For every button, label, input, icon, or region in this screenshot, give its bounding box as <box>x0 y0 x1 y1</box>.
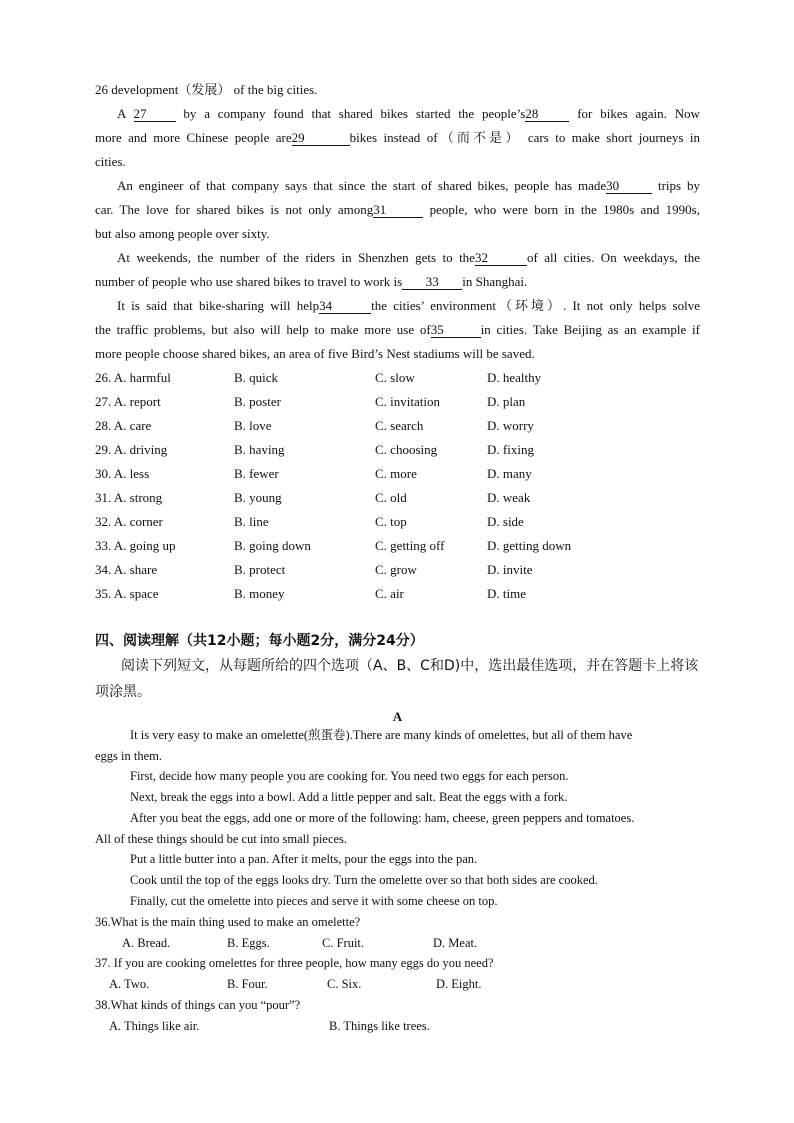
option-c[interactable]: C. top <box>375 514 407 529</box>
option-a[interactable]: 31. A. strong <box>95 490 163 505</box>
text-segment: A <box>117 106 134 121</box>
text-segment: trips by <box>652 178 700 193</box>
option-c[interactable]: C. getting off <box>375 538 445 553</box>
passage-line: All of these things should be cut into small pieces. <box>95 832 348 846</box>
cloze-paragraph-4-line-2 <box>95 322 700 338</box>
text-segment: It is said that bike-sharing will help <box>117 298 320 313</box>
option-b[interactable]: B. poster <box>234 394 281 409</box>
cloze-paragraph-3-line-1 <box>117 250 700 266</box>
option-a[interactable]: 32. A. corner <box>95 514 163 529</box>
option-d[interactable]: D. fixing <box>487 442 534 457</box>
option-d[interactable]: D. time <box>487 586 526 601</box>
option-c[interactable]: C. invitation <box>375 394 440 409</box>
section-instruction: 阅读下列短文，从每题所给的四个选项（A、B、C和D)中，选出最佳选项，并在答题卡上将该 <box>121 658 699 674</box>
text-segment: people, who were born in the 1980s and 1990s, <box>423 202 700 217</box>
passage-line: First, decide how many people you are cooking for. You need two eggs for each person. <box>130 769 569 783</box>
text-segment: more and more Chinese people are <box>95 130 292 145</box>
blank-28[interactable]: 28 <box>525 107 569 122</box>
option-d[interactable]: D. worry <box>487 418 534 433</box>
text-segment: number of people who use shared bikes to travel to work is <box>95 274 403 289</box>
cloze-paragraph-2-line-3: but also among people over sixty. <box>95 226 270 241</box>
option-a[interactable]: 33. A. going up <box>95 538 176 553</box>
option-c[interactable]: C. old <box>375 490 407 505</box>
text-segment: car. The love for shared bikes is not only among <box>95 202 374 217</box>
option-d[interactable]: D. many <box>487 466 532 481</box>
option-b[interactable]: B. young <box>234 490 282 505</box>
option-b[interactable]: B. going down <box>234 538 311 553</box>
option-c[interactable]: C. grow <box>375 562 417 577</box>
cloze-paragraph-1-line-2 <box>95 130 700 146</box>
q37-option-c[interactable]: C. Six. <box>327 977 362 991</box>
q36-option-b[interactable]: B. Eggs. <box>227 936 270 950</box>
option-b[interactable]: B. line <box>234 514 269 529</box>
question-37: 37. If you are cooking omelettes for three people, how many eggs do you need? <box>95 956 494 970</box>
option-a[interactable]: 27. A. report <box>95 394 161 409</box>
blank-35[interactable]: 35 <box>431 323 481 338</box>
passage-line: Finally, cut the omelette into pieces and serve it with some cheese on top. <box>130 894 498 908</box>
passage-line: eggs in them. <box>95 749 163 763</box>
option-d[interactable]: D. side <box>487 514 524 529</box>
cloze-paragraph-2-line-2 <box>95 202 700 218</box>
option-d[interactable]: D. invite <box>487 562 533 577</box>
text-segment: At weekends, the number of the riders in Shenzhen gets to the <box>117 250 475 265</box>
passage-line: Cook until the top of the eggs looks dry. Turn the omelette over so that both sides are cooked. <box>130 873 598 887</box>
question-36: 36.What is the main thing used to make an omelette? <box>95 915 361 929</box>
q37-option-b[interactable]: B. Four. <box>227 977 268 991</box>
q36-option-c[interactable]: C. Fruit. <box>322 936 365 950</box>
blank-31[interactable]: 31 <box>373 203 423 218</box>
text-segment: by a company found that shared bikes started the people’s <box>175 106 526 121</box>
q37-option-a[interactable]: A. Two. <box>109 977 150 991</box>
option-a[interactable]: 35. A. space <box>95 586 159 601</box>
option-c[interactable]: C. air <box>375 586 404 601</box>
option-b[interactable]: B. money <box>234 586 285 601</box>
cloze-paragraph-4-line-1 <box>117 298 700 314</box>
q38-option-a[interactable]: A. Things like air. <box>109 1019 200 1033</box>
blank-32[interactable]: 32 <box>475 251 527 266</box>
text-segment: the traffic problems, but also will help to make more use of <box>95 322 431 337</box>
passage-line: After you beat the eggs, add one or more of the following: ham, cheese, green peppers and tomatoes. <box>130 811 635 825</box>
option-a[interactable]: 29. A. driving <box>95 442 168 457</box>
passage-line: Put a little butter into a pan. After it melts, pour the eggs into the pan. <box>130 852 478 866</box>
option-a[interactable]: 26. A. harmful <box>95 370 171 385</box>
cloze-paragraph-4-line-3: more people choose shared bikes, an area of five Bird’s Nest stadiums will be saved. <box>95 346 535 361</box>
blank-27[interactable]: 27 <box>134 107 176 122</box>
q36-option-a[interactable]: A. Bread. <box>122 936 171 950</box>
section-heading: 四、阅读理解（共12小题；每小题2分，满分24分） <box>95 633 424 649</box>
option-b[interactable]: B. love <box>234 418 272 433</box>
option-d[interactable]: D. weak <box>487 490 531 505</box>
text-segment: in cities. Take Beijing as an example if <box>480 322 700 337</box>
cloze-paragraph-2-line-1 <box>117 178 700 194</box>
option-d[interactable]: D. plan <box>487 394 526 409</box>
text-segment: of all cities. On weekdays, the <box>526 250 700 265</box>
q37-option-d[interactable]: D. Eight. <box>436 977 482 991</box>
cloze-paragraph-1-line-1 <box>117 106 700 122</box>
option-b[interactable]: B. quick <box>234 370 279 385</box>
cloze-line-26: 26 development（发展） of the big cities. <box>95 82 318 97</box>
option-c[interactable]: C. search <box>375 418 424 433</box>
blank-30[interactable]: 30 <box>606 179 652 194</box>
section-instruction-cont: 项涂黑。 <box>95 684 151 700</box>
q38-option-b[interactable]: B. Things like trees. <box>329 1019 430 1033</box>
q36-option-d[interactable]: D. Meat. <box>433 936 478 950</box>
option-a[interactable]: 30. A. less <box>95 466 150 481</box>
option-c[interactable]: C. more <box>375 466 417 481</box>
text-segment: for bikes again. Now <box>569 106 701 121</box>
blank-33[interactable]: 33 <box>402 275 462 290</box>
blank-34[interactable]: 34 <box>319 299 371 314</box>
option-c[interactable]: C. slow <box>375 370 415 385</box>
passage-line: It is very easy to make an omelette(煎蛋卷).There are many kinds of omelettes, but all of them have <box>130 728 633 742</box>
cloze-paragraph-1-line-3: cities. <box>95 154 126 169</box>
blank-29[interactable]: 29 <box>292 131 350 146</box>
option-c[interactable]: C. choosing <box>375 442 438 457</box>
option-b[interactable]: B. fewer <box>234 466 279 481</box>
question-38: 38.What kinds of things can you “pour”? <box>95 998 301 1012</box>
option-a[interactable]: 34. A. share <box>95 562 158 577</box>
option-a[interactable]: 28. A. care <box>95 418 152 433</box>
passage-line: Next, break the eggs into a bowl. Add a little pepper and salt. Beat the eggs with a fork. <box>130 790 568 804</box>
option-d[interactable]: D. healthy <box>487 370 542 385</box>
text-segment: bikes instead of（而不是） cars to make short journeys in <box>349 130 700 145</box>
option-b[interactable]: B. protect <box>234 562 286 577</box>
passage-label: A <box>392 709 403 724</box>
text-segment: in Shanghai. <box>462 274 528 289</box>
text-segment: An engineer of that company says that since the start of shared bikes, people has made <box>117 178 607 193</box>
option-b[interactable]: B. having <box>234 442 285 457</box>
cloze-paragraph-3-line-2 <box>95 274 700 290</box>
text-segment: the cities’ environment（环境）. It not only helps solve <box>371 298 700 313</box>
option-d[interactable]: D. getting down <box>487 538 572 553</box>
